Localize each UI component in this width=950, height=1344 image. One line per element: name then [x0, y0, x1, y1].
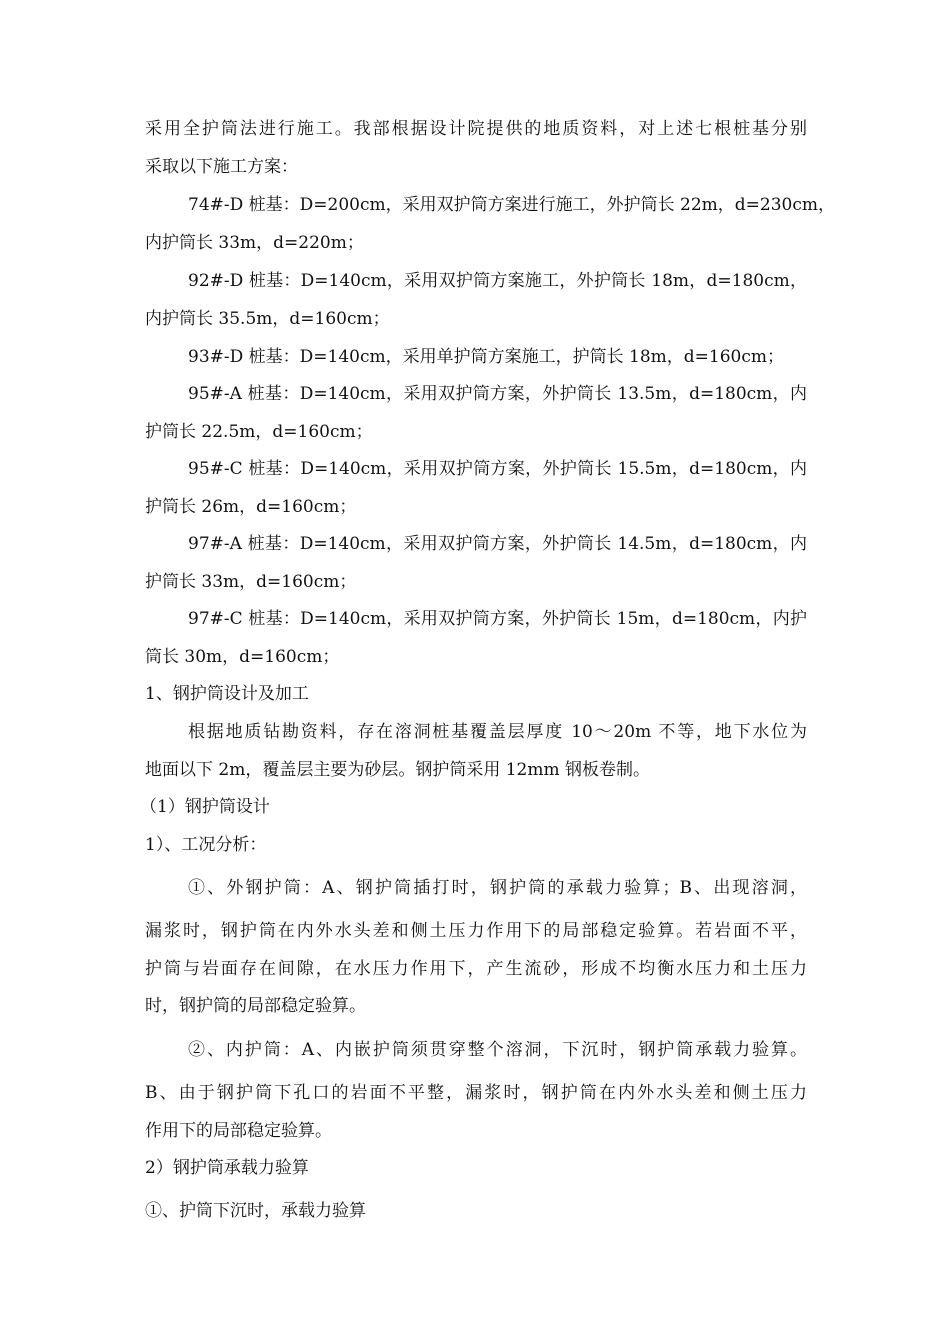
section-1-para-line-2: 地面以下 2m，覆盖层主要为砂层。钢护筒采用 12mm 钢板卷制。: [145, 760, 651, 780]
intro-line-2: 采取以下施工方案：: [145, 157, 298, 177]
section-1-para-line-1: 根据地质钻勘资料，存在溶洞桩基覆盖层厚度 10～20m 不等，地下水位为: [188, 722, 807, 742]
pile-92D-line-1: 92#-D 桩基：D=140cm，采用双护筒方案施工，外护筒长 18m，d=180cm，: [188, 271, 807, 291]
pile-95A-line-1: 95#-A 桩基：D=140cm，采用双护筒方案，外护筒长 13.5m，d=180cm，内: [188, 384, 807, 404]
inner-casing-line-3: 作用下的局部稳定验算。: [145, 1121, 332, 1141]
pile-97C-line-2: 筒长 30m，d=160cm；: [145, 647, 340, 667]
pile-92D-line-2: 内护筒长 35.5m，d=160cm；: [145, 309, 390, 329]
outer-casing-line-1: ①、外钢护筒：A、钢护筒插打时，钢护筒的承载力验算；B、出现溶洞，: [188, 878, 807, 898]
pile-97A-line-2: 护筒长 33m，d=160cm；: [145, 572, 357, 592]
pile-93D-line-1: 93#-D 桩基：D=140cm，采用单护筒方案施工，护筒长 18m，d=160cm；: [188, 347, 784, 367]
intro-line-1: 采用全护筒法进行施工。我部根据设计院提供的地质资料，对上述七根桩基分别: [145, 119, 807, 139]
pile-97C-line-1: 97#-C 桩基：D=140cm，采用双护筒方案，外护筒长 15m，d=180cm，内护: [188, 609, 807, 629]
pile-74D-line-2: 内护筒长 33m，d=220m；: [145, 233, 364, 253]
pile-95C-line-2: 护筒长 26m，d=160cm；: [145, 497, 357, 517]
outer-casing-line-4: 时，钢护筒的局部稳定验算。: [145, 996, 366, 1016]
subsection-1-2-title: 2）钢护筒承载力验算: [145, 1158, 309, 1178]
subsection-1-title: （1）钢护筒设计: [140, 797, 270, 817]
pile-95C-line-1: 95#-C 桩基：D=140cm，采用双护筒方案，外护筒长 15.5m，d=180cm，内: [188, 459, 807, 479]
outer-casing-line-2: 漏浆时，钢护筒在内外水头差和侧土压力作用下的局部稳定验算。若岩面不平，: [145, 921, 807, 941]
inner-casing-line-2: B、由于钢护筒下孔口的岩面不平整，漏浆时，钢护筒在内外水头差和侧土压力: [145, 1083, 807, 1103]
subsection-1-1-title: 1）、工况分析：: [145, 835, 267, 855]
inner-casing-line-1: ②、内护筒：A、内嵌护筒须贯穿整个溶洞，下沉时，钢护筒承载力验算。: [188, 1040, 807, 1060]
pile-95A-line-2: 护筒长 22.5m，d=160cm；: [145, 422, 373, 442]
section-1-title: 1、钢护筒设计及加工: [145, 684, 309, 704]
pile-74D-line-1: 74#-D 桩基：D=200cm，采用双护筒方案进行施工，外护筒长 22m，d=230cm，: [188, 195, 835, 215]
pile-97A-line-1: 97#-A 桩基：D=140cm，采用双护筒方案，外护筒长 14.5m，d=180cm，内: [188, 534, 807, 554]
subsection-1-2-item: ①、护筒下沉时，承载力验算: [145, 1201, 366, 1221]
outer-casing-line-3: 护筒与岩面存在间隙，在水压力作用下，产生流砂，形成不均衡水压力和土压力: [145, 959, 807, 979]
